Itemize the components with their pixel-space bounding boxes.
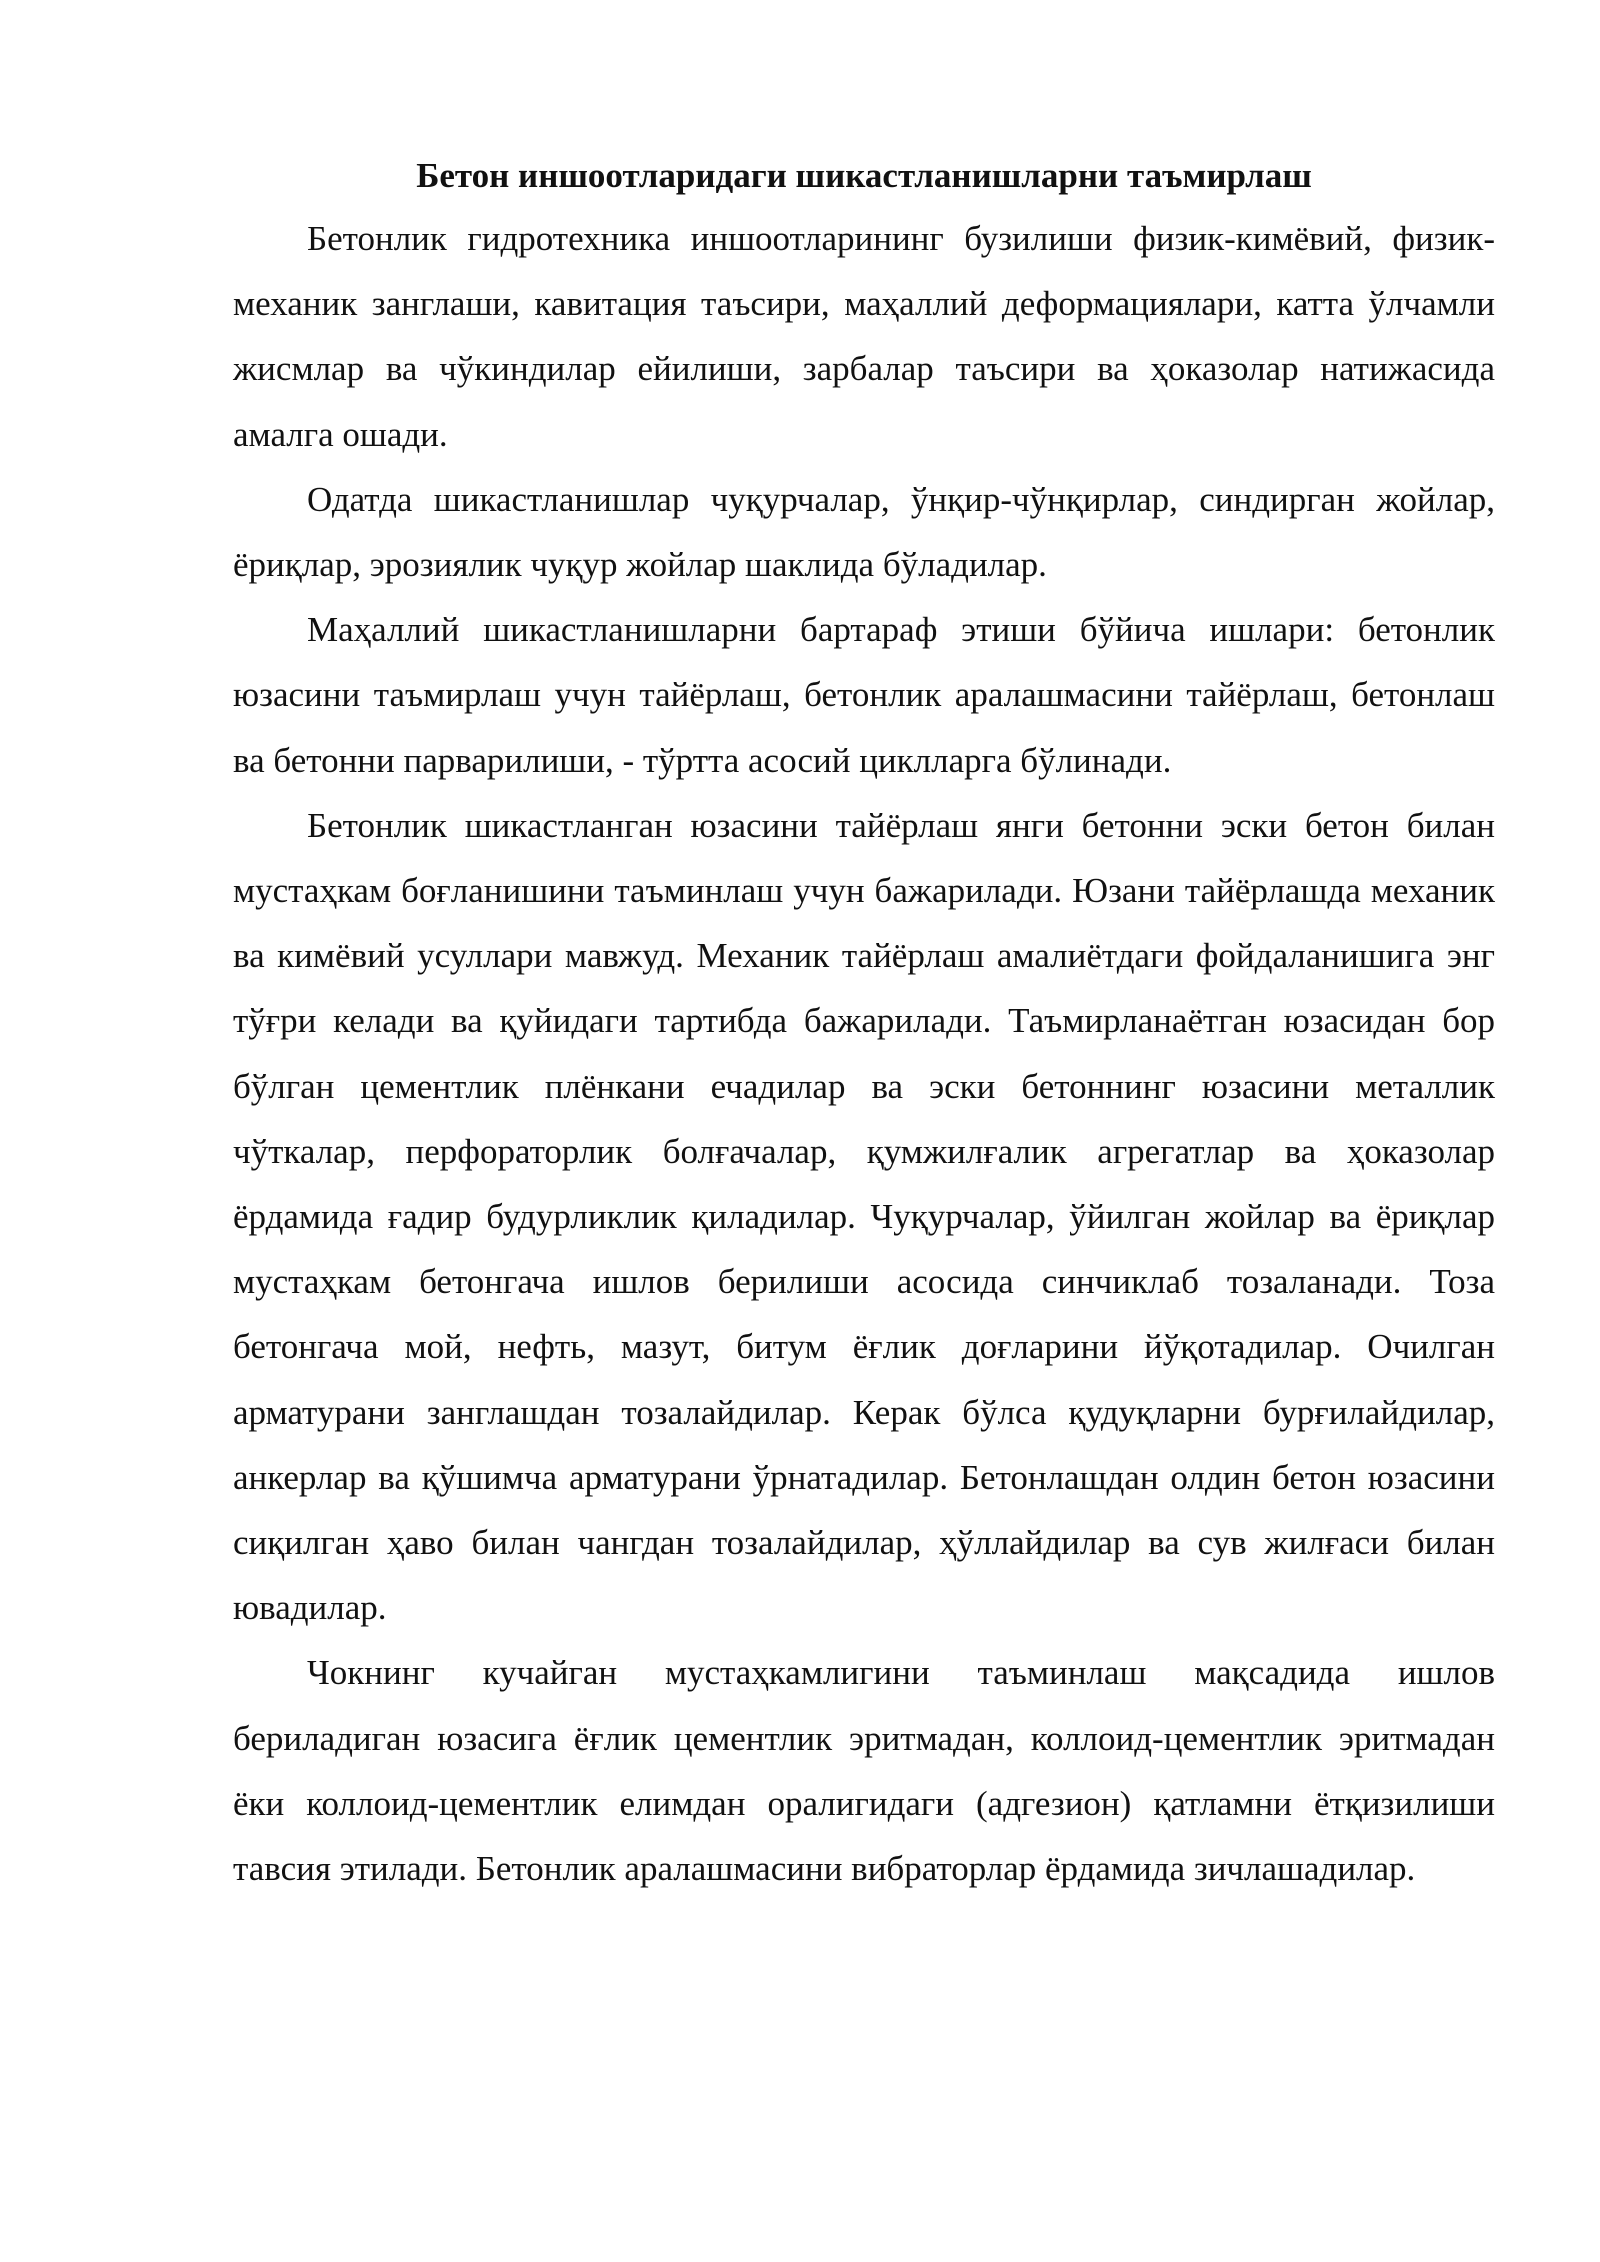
paragraph: Бетонлик шикастланган юзасини тайёрлаш янги бетонни эски бетон билан мустаҳкам боғланишини таъминлаш учун бажарилади. Юзани тайёрлашда механик ва кимёвий усуллари мавжуд. Механик тайёрлаш амалиётдаги фойдаланишига энг тўғри келади ва қуйидаги тартибда бажарилади. Таъмирланаётган юзасидан бор бўлган цементлик плёнкани ечадилар ва эски бетоннинг юзасини металлик чўткалар, перфораторлик болғачалар, қумжилғалик агрегатлар ва ҳоказолар ёрдамида ғадир будурликлик қиладилар. Чуқурчалар, ўйилган жойлар ва ёриқлар мустаҳкам бетонгача ишлов берилиши асосида синчиклаб тозаланади. Тоза бетонгача мой, нефть, мазут, битум ёғлик доғларини йўқотадилар. Очилган арматурани занглашдан тозалайдилар. Керак бўлса қудуқларни бурғилайдилар, анкерлар ва қўшимча арматурани ўрнатадилар. Бетонлашдан олдин бетон юзасини сиқилган ҳаво билан чангдан тозалайдилар, ҳўллайдилар ва сув жилғаси билан ювадилар. (233, 805, 1495, 1628)
document-title: Бетон иншоотларидаги шикастланишларни таъмирлаш (416, 156, 1312, 195)
paragraph: Чокнинг кучайган мустаҳкамлигини таъминлаш мақсадида ишлов бериладиган юзасига ёғлик цементлик эритмадан, коллоид-цементлик эритмадан ёки коллоид-цементлик елимдан оралигидаги (адгезион) қатламни ётқизилиши тавсия этилади. Бетонлик аралашмасини вибраторлар ёрдамида зичлашадилар. (233, 1653, 1495, 1889)
paragraph: Маҳаллий шикастланишларни бартараф этиши бўйича ишлари: бетонлик юзасини таъмирлаш учун тайёрлаш, бетонлик аралашмасини тайёрлаш, бетонлаш ва бетонни парварилиши, - тўртта асосий циклларга бўлинади. (233, 610, 1495, 780)
paragraph: Бетонлик гидротехника иншоотларининг бузилиши физик-кимёвий, физик-механик занглаши, кавитация таъсири, маҳаллий деформациялари, катта ўлчамли жисмлар ва чўкиндилар ейилиши, зарбалар таъсири ва ҳоказолар натижасида амалга ошади. (233, 219, 1495, 454)
document-body (233, 150, 1495, 1901)
paragraph: Одатда шикастланишлар чуқурчалар, ўнқир-чўнқирлар, синдирган жойлар, ёриқлар, эрозиялик чуқур жойлар шаклида бўладилар. (233, 479, 1495, 585)
